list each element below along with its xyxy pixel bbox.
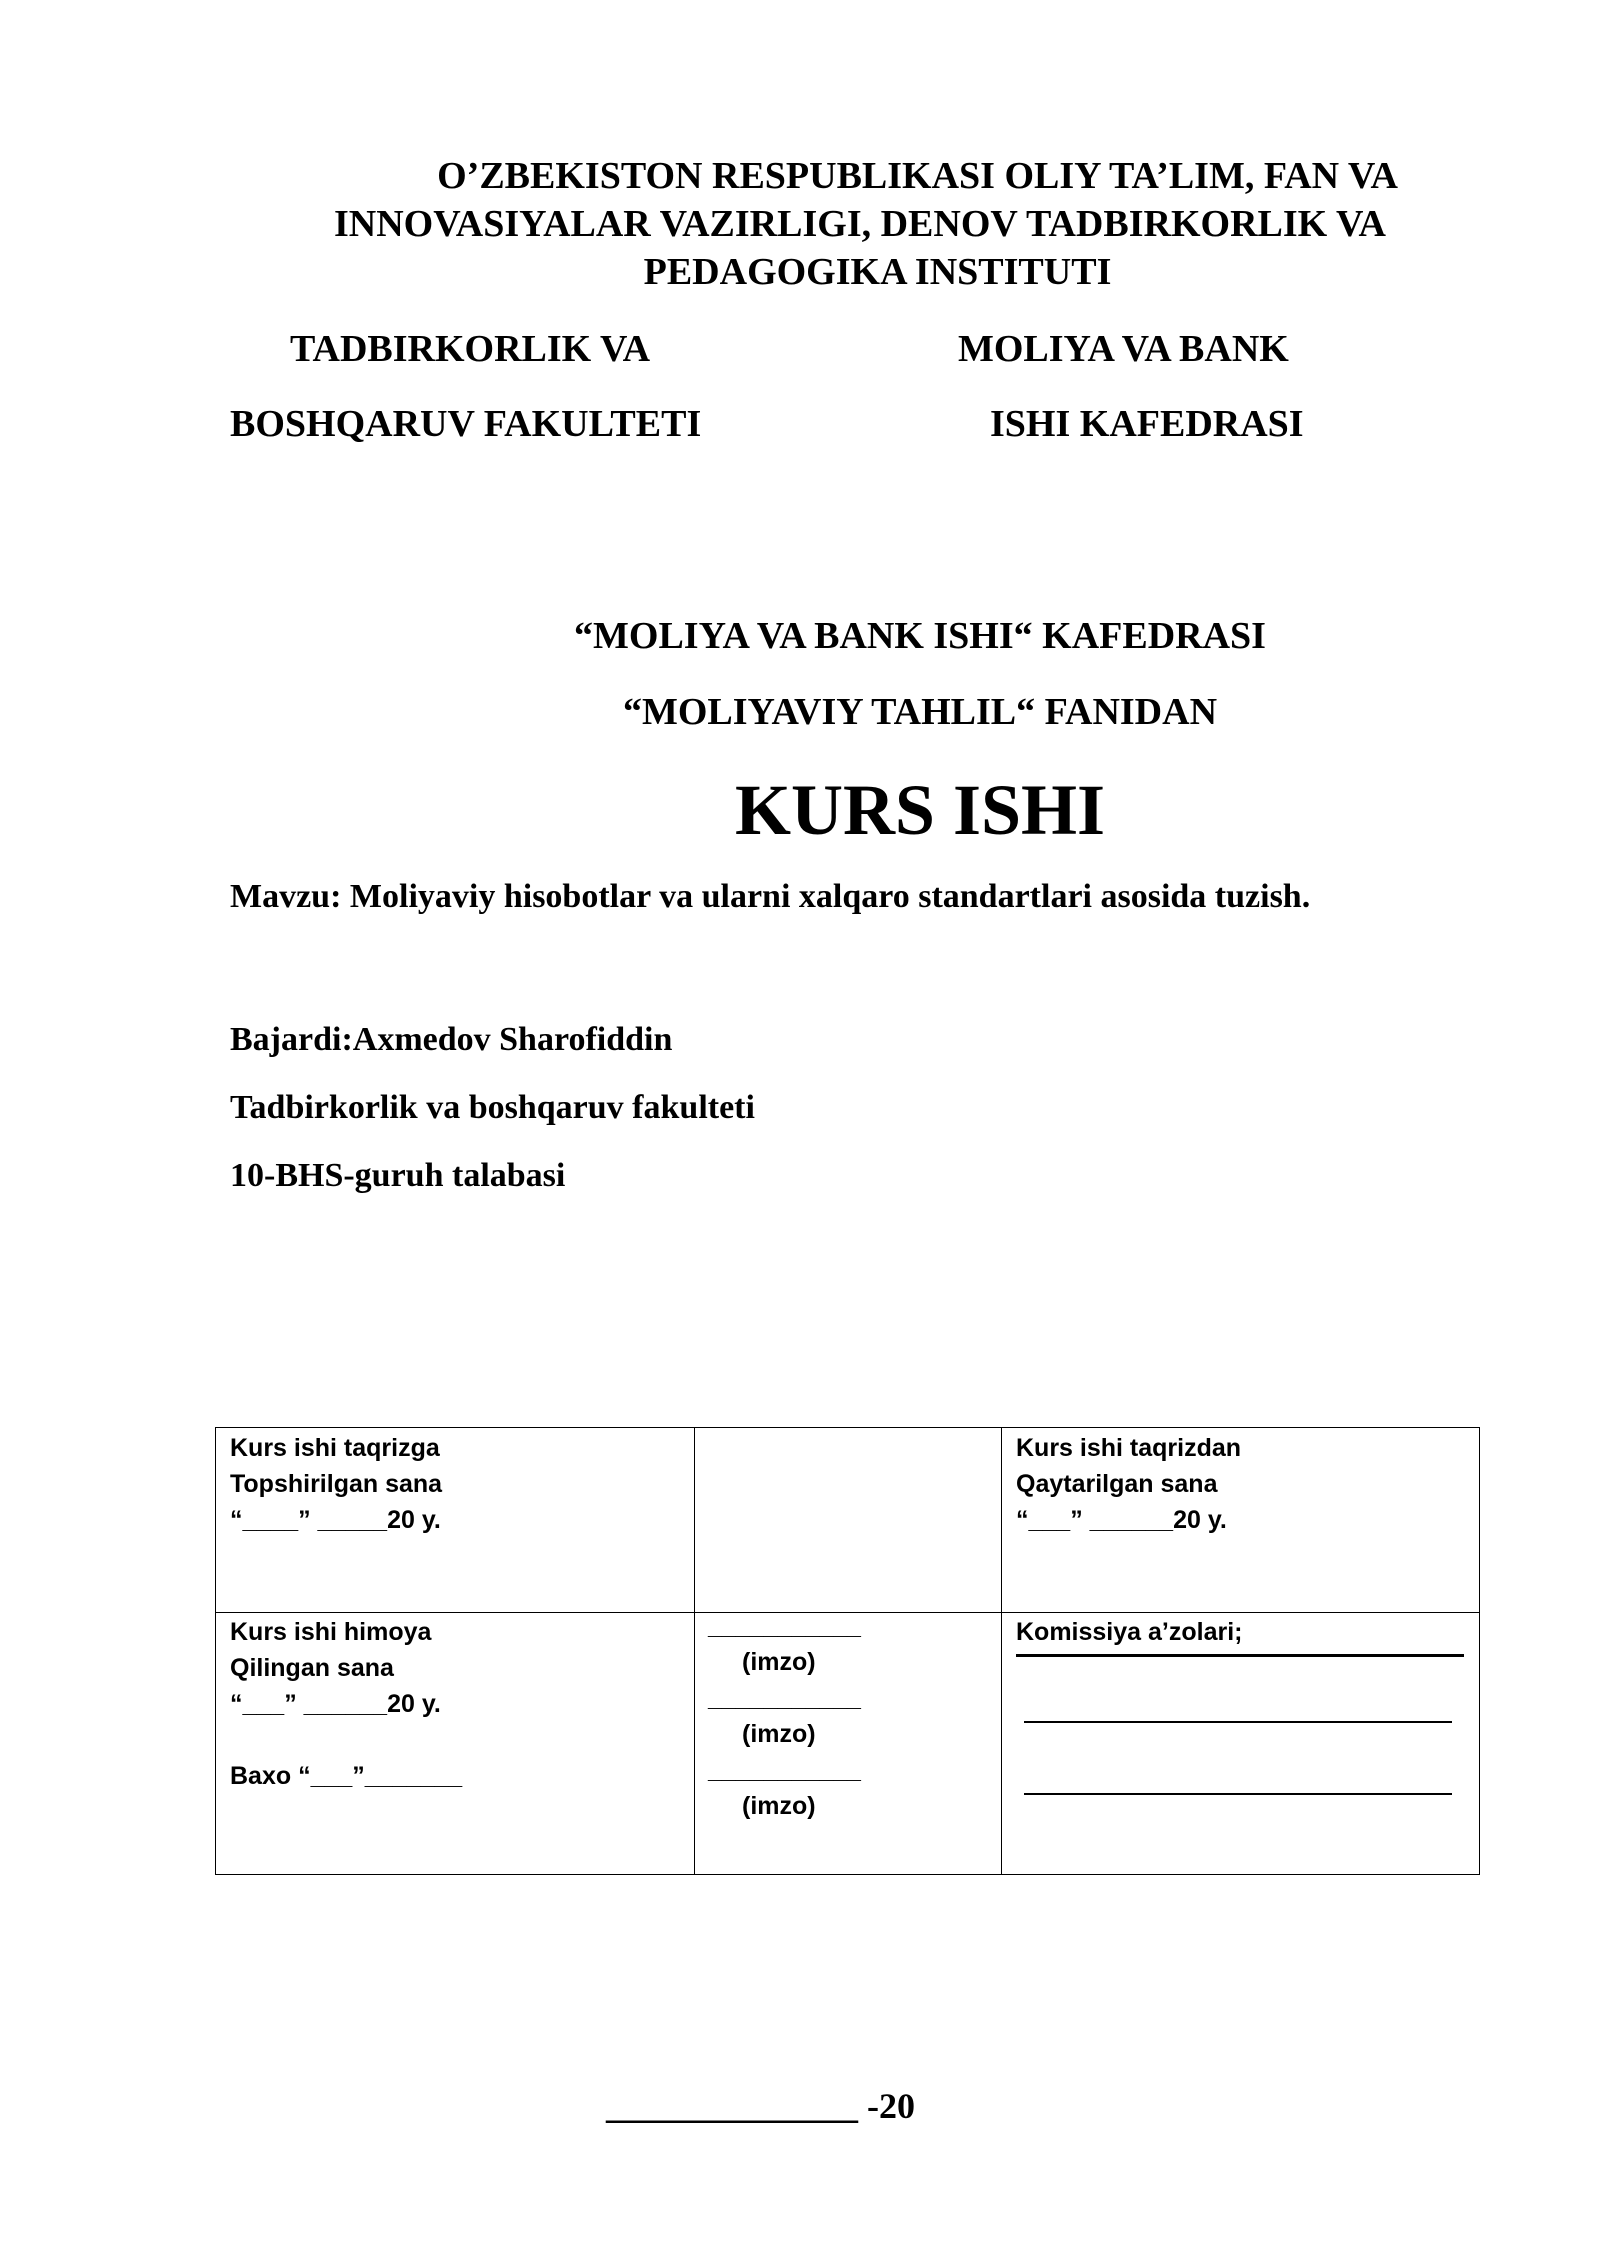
footer-year [606, 2085, 915, 2127]
cell-signatures [708, 1608, 998, 1824]
cell-line: “____” _____20 y. [230, 1506, 441, 1534]
cell-line: Baxo “___”_______ [230, 1762, 463, 1790]
student-faculty: Tadbirkorlik va boshqaruv fakulteti [230, 1089, 755, 1126]
cell-line: “___” ______20 y. [230, 1690, 441, 1718]
table-divider-1 [694, 1428, 695, 1874]
signature-line: ___________ [708, 1756, 861, 1784]
department-line-1: MOLIYA VA BANK [958, 328, 1289, 370]
table-divider-2 [1001, 1428, 1002, 1874]
cell-line: Qilingan sana [230, 1654, 394, 1682]
institution-header [220, 152, 1500, 296]
signature-caption: (imzo) [742, 1648, 816, 1676]
topic: Mavzu: Moliyaviy hisobotlar va ularni xalqaro standartlari asosida tuzish. [230, 878, 1311, 915]
signature-caption: (imzo) [742, 1720, 816, 1748]
cell-returned-from-review [1016, 1430, 1476, 1538]
commission-line-2 [1024, 1721, 1452, 1723]
commission-title: Komissiya a’zolari; [1016, 1618, 1243, 1646]
cell-commission-members [1016, 1614, 1476, 1795]
cell-defense-date [230, 1614, 690, 1794]
faculty-line-1: TADBIRKORLIK VA [290, 328, 651, 370]
faculty-line-2: BOSHQARUV FAKULTETI [230, 403, 702, 445]
cell-line: Kurs ishi himoya [230, 1618, 432, 1646]
cell-line: Qaytarilgan sana [1016, 1470, 1218, 1498]
commission-line-3 [1024, 1793, 1452, 1795]
department-line-2: ISHI KAFEDRASI [990, 403, 1304, 445]
footer-blank: ______________ [606, 2086, 858, 2126]
document-title: KURS ISHI [734, 770, 1106, 850]
footer-year-suffix: -20 [858, 2086, 915, 2126]
signature-line: ___________ [708, 1612, 861, 1640]
header-line-1: O’ZBEKISTON RESPUBLIKASI OLIY TA’LIM, FAN VA [437, 155, 1398, 197]
header-line-2: INNOVASIYALAR VAZIRLIGI, DENOV TADBIRKORLIK VA [333, 203, 1386, 245]
cell-line: Kurs ishi taqrizdan [1016, 1434, 1242, 1462]
faculty-name [230, 325, 790, 448]
commission-line-1 [1016, 1654, 1464, 1657]
cell-line: “___” ______20 y. [1016, 1506, 1227, 1534]
review-table [215, 1427, 1480, 1875]
student-group: 10-BHS-guruh talabasi [230, 1157, 566, 1194]
header-line-3: PEDAGOGIKA INSTITUTI [643, 251, 1112, 293]
subject-title: “MOLIYAVIY TAHLIL“ FANIDAN [622, 691, 1218, 733]
signature-caption: (imzo) [742, 1792, 816, 1820]
cell-submitted-for-review [230, 1430, 690, 1538]
student-name: Bajardi:Axmedov Sharofiddin [230, 1021, 673, 1058]
department-name [958, 325, 1518, 448]
cell-line: Kurs ishi taqrizga [230, 1434, 440, 1462]
student-info [230, 1016, 755, 1200]
cell-line: Topshirilgan sana [230, 1470, 443, 1498]
kafedra-title: “MOLIYA VA BANK ISHI“ KAFEDRASI [574, 615, 1266, 657]
signature-line: ___________ [708, 1684, 861, 1712]
